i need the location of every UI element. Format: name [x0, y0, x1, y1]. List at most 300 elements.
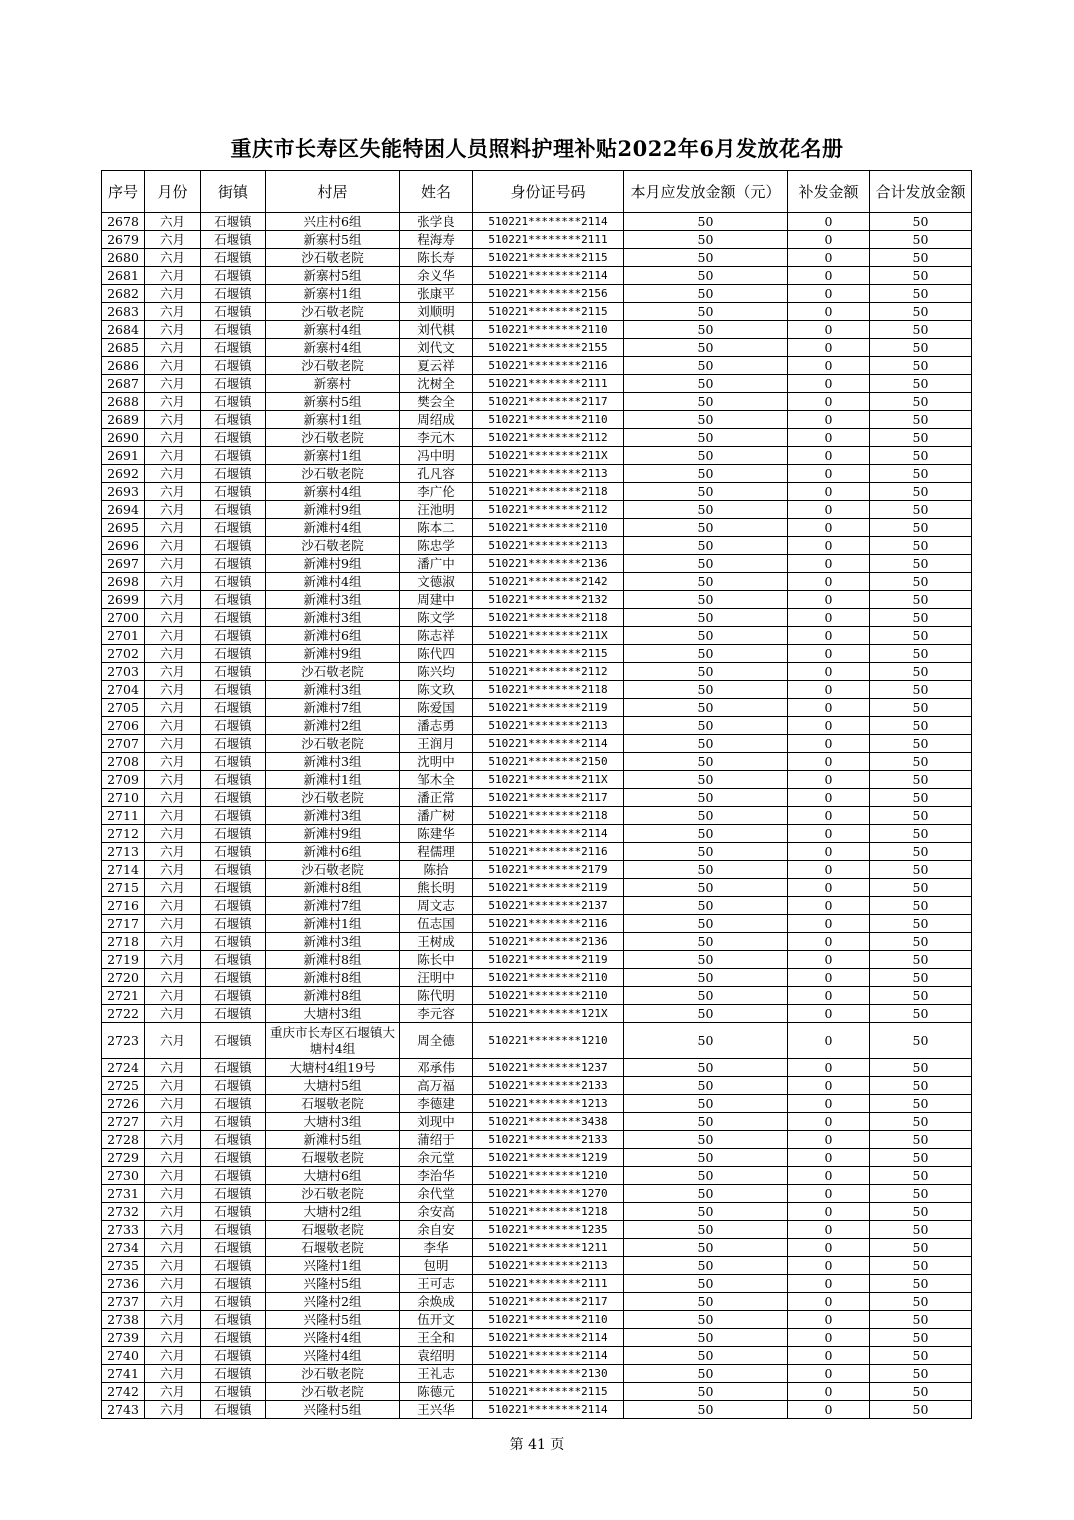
cell-serial: 2696 [102, 537, 145, 555]
cell-monthly-amount: 50 [624, 717, 788, 735]
cell-total-amount: 50 [870, 1203, 972, 1221]
cell-serial: 2685 [102, 339, 145, 357]
cell-serial: 2692 [102, 465, 145, 483]
cell-name: 余元堂 [400, 1149, 473, 1167]
cell-id-number: 510221********211X [473, 447, 624, 465]
cell-monthly-amount: 50 [624, 1293, 788, 1311]
cell-id-number: 510221********1211 [473, 1239, 624, 1257]
cell-monthly-amount: 50 [624, 1329, 788, 1347]
cell-town: 石堰镇 [201, 1221, 266, 1239]
table-row [102, 717, 972, 735]
cell-monthly-amount: 50 [624, 1113, 788, 1131]
cell-month: 六月 [145, 789, 201, 807]
cell-total-amount: 50 [870, 1275, 972, 1293]
cell-name: 刘代文 [400, 339, 473, 357]
cell-village: 沙石敬老院 [266, 1365, 400, 1383]
table-row [102, 735, 972, 753]
table-row [102, 861, 972, 879]
cell-supplement-amount: 0 [788, 1329, 870, 1347]
cell-town: 石堰镇 [201, 1185, 266, 1203]
cell-name: 李德建 [400, 1095, 473, 1113]
cell-town: 石堰镇 [201, 1023, 266, 1059]
cell-name: 王润月 [400, 735, 473, 753]
header-town: 街镇 [201, 171, 266, 213]
cell-village: 石堰敬老院 [266, 1239, 400, 1257]
cell-monthly-amount: 50 [624, 1185, 788, 1203]
cell-month: 六月 [145, 627, 201, 645]
cell-monthly-amount: 50 [624, 897, 788, 915]
cell-total-amount: 50 [870, 429, 972, 447]
cell-monthly-amount: 50 [624, 699, 788, 717]
cell-town: 石堰镇 [201, 519, 266, 537]
cell-name: 余安高 [400, 1203, 473, 1221]
cell-village: 石堰敬老院 [266, 1149, 400, 1167]
cell-supplement-amount: 0 [788, 789, 870, 807]
table-row [102, 591, 972, 609]
cell-monthly-amount: 50 [624, 1239, 788, 1257]
table-body [102, 213, 972, 1419]
header-id-number: 身份证号码 [473, 171, 624, 213]
cell-serial: 2690 [102, 429, 145, 447]
cell-serial: 2695 [102, 519, 145, 537]
cell-monthly-amount: 50 [624, 771, 788, 789]
cell-total-amount: 50 [870, 1149, 972, 1167]
cell-id-number: 510221********2114 [473, 1329, 624, 1347]
cell-supplement-amount: 0 [788, 969, 870, 987]
cell-village: 新寨村 [266, 375, 400, 393]
cell-name: 陈忠学 [400, 537, 473, 555]
cell-total-amount: 50 [870, 969, 972, 987]
cell-name: 王树成 [400, 933, 473, 951]
cell-town: 石堰镇 [201, 987, 266, 1005]
cell-serial: 2680 [102, 249, 145, 267]
cell-village: 新滩村4组 [266, 573, 400, 591]
cell-serial: 2714 [102, 861, 145, 879]
cell-name: 余自安 [400, 1221, 473, 1239]
table-row [102, 1131, 972, 1149]
table-row [102, 897, 972, 915]
cell-village: 兴庄村6组 [266, 213, 400, 231]
cell-town: 石堰镇 [201, 285, 266, 303]
cell-name: 李元容 [400, 1005, 473, 1023]
cell-name: 蒲绍于 [400, 1131, 473, 1149]
cell-total-amount: 50 [870, 1131, 972, 1149]
table-row [102, 699, 972, 717]
cell-id-number: 510221********1210 [473, 1167, 624, 1185]
cell-total-amount: 50 [870, 285, 972, 303]
cell-village: 新寨村1组 [266, 447, 400, 465]
cell-village: 新滩村1组 [266, 915, 400, 933]
cell-month: 六月 [145, 1149, 201, 1167]
cell-id-number: 510221********121X [473, 1005, 624, 1023]
cell-town: 石堰镇 [201, 231, 266, 249]
cell-town: 石堰镇 [201, 429, 266, 447]
cell-total-amount: 50 [870, 501, 972, 519]
cell-town: 石堰镇 [201, 681, 266, 699]
cell-total-amount: 50 [870, 807, 972, 825]
cell-supplement-amount: 0 [788, 249, 870, 267]
cell-supplement-amount: 0 [788, 681, 870, 699]
cell-supplement-amount: 0 [788, 645, 870, 663]
cell-monthly-amount: 50 [624, 825, 788, 843]
table-row [102, 483, 972, 501]
cell-month: 六月 [145, 1185, 201, 1203]
cell-month: 六月 [145, 1365, 201, 1383]
cell-name: 陈兴均 [400, 663, 473, 681]
cell-supplement-amount: 0 [788, 357, 870, 375]
cell-monthly-amount: 50 [624, 609, 788, 627]
cell-serial: 2735 [102, 1257, 145, 1275]
cell-serial: 2705 [102, 699, 145, 717]
cell-total-amount: 50 [870, 483, 972, 501]
cell-id-number: 510221********1218 [473, 1203, 624, 1221]
cell-monthly-amount: 50 [624, 645, 788, 663]
table-row [102, 1005, 972, 1023]
table-row [102, 537, 972, 555]
cell-month: 六月 [145, 699, 201, 717]
cell-month: 六月 [145, 1221, 201, 1239]
cell-month: 六月 [145, 969, 201, 987]
cell-village: 新滩村8组 [266, 879, 400, 897]
table-row [102, 627, 972, 645]
cell-town: 石堰镇 [201, 393, 266, 411]
cell-serial: 2715 [102, 879, 145, 897]
cell-month: 六月 [145, 717, 201, 735]
cell-month: 六月 [145, 1095, 201, 1113]
cell-month: 六月 [145, 285, 201, 303]
cell-supplement-amount: 0 [788, 987, 870, 1005]
cell-month: 六月 [145, 465, 201, 483]
cell-total-amount: 50 [870, 681, 972, 699]
cell-total-amount: 50 [870, 753, 972, 771]
cell-id-number: 510221********2118 [473, 681, 624, 699]
cell-total-amount: 50 [870, 573, 972, 591]
table-row [102, 843, 972, 861]
header-total-amount: 合计发放金额 [870, 171, 972, 213]
cell-supplement-amount: 0 [788, 1077, 870, 1095]
cell-id-number: 510221********2115 [473, 249, 624, 267]
cell-town: 石堰镇 [201, 249, 266, 267]
cell-village: 新滩村3组 [266, 753, 400, 771]
cell-serial: 2719 [102, 951, 145, 969]
table-row [102, 1383, 972, 1401]
table-row [102, 429, 972, 447]
cell-total-amount: 50 [870, 1401, 972, 1419]
cell-total-amount: 50 [870, 375, 972, 393]
cell-monthly-amount: 50 [624, 339, 788, 357]
cell-id-number: 510221********2114 [473, 735, 624, 753]
cell-serial: 2700 [102, 609, 145, 627]
cell-id-number: 510221********2133 [473, 1131, 624, 1149]
cell-id-number: 510221********2118 [473, 807, 624, 825]
cell-monthly-amount: 50 [624, 501, 788, 519]
table-row [102, 1311, 972, 1329]
table-row [102, 1149, 972, 1167]
cell-total-amount: 50 [870, 915, 972, 933]
cell-serial: 2725 [102, 1077, 145, 1095]
cell-supplement-amount: 0 [788, 1095, 870, 1113]
table-row [102, 1077, 972, 1095]
cell-month: 六月 [145, 447, 201, 465]
cell-town: 石堰镇 [201, 303, 266, 321]
cell-month: 六月 [145, 753, 201, 771]
cell-supplement-amount: 0 [788, 573, 870, 591]
cell-monthly-amount: 50 [624, 591, 788, 609]
table-row [102, 969, 972, 987]
cell-village: 沙石敬老院 [266, 465, 400, 483]
cell-name: 潘志勇 [400, 717, 473, 735]
cell-village: 大塘村2组 [266, 1203, 400, 1221]
table-header-row [102, 171, 972, 213]
cell-supplement-amount: 0 [788, 897, 870, 915]
cell-supplement-amount: 0 [788, 393, 870, 411]
cell-supplement-amount: 0 [788, 1239, 870, 1257]
cell-monthly-amount: 50 [624, 627, 788, 645]
cell-village: 沙石敬老院 [266, 1383, 400, 1401]
cell-name: 刘代棋 [400, 321, 473, 339]
cell-total-amount: 50 [870, 897, 972, 915]
cell-town: 石堰镇 [201, 1347, 266, 1365]
cell-id-number: 510221********2114 [473, 1401, 624, 1419]
cell-village: 兴隆村1组 [266, 1257, 400, 1275]
cell-town: 石堰镇 [201, 951, 266, 969]
cell-id-number: 510221********2118 [473, 483, 624, 501]
cell-total-amount: 50 [870, 735, 972, 753]
cell-name: 李华 [400, 1239, 473, 1257]
cell-id-number: 510221********2117 [473, 393, 624, 411]
cell-supplement-amount: 0 [788, 933, 870, 951]
cell-serial: 2724 [102, 1059, 145, 1077]
cell-name: 王兴华 [400, 1401, 473, 1419]
cell-serial: 2721 [102, 987, 145, 1005]
cell-serial: 2679 [102, 231, 145, 249]
cell-id-number: 510221********2110 [473, 987, 624, 1005]
cell-month: 六月 [145, 537, 201, 555]
cell-monthly-amount: 50 [624, 861, 788, 879]
cell-month: 六月 [145, 1023, 201, 1059]
cell-id-number: 510221********211X [473, 627, 624, 645]
cell-serial: 2709 [102, 771, 145, 789]
cell-supplement-amount: 0 [788, 1365, 870, 1383]
cell-name: 高万福 [400, 1077, 473, 1095]
cell-serial: 2726 [102, 1095, 145, 1113]
cell-total-amount: 50 [870, 951, 972, 969]
cell-total-amount: 50 [870, 267, 972, 285]
cell-month: 六月 [145, 249, 201, 267]
cell-village: 沙石敬老院 [266, 861, 400, 879]
cell-month: 六月 [145, 267, 201, 285]
cell-month: 六月 [145, 375, 201, 393]
cell-name: 陈建华 [400, 825, 473, 843]
cell-id-number: 510221********2116 [473, 843, 624, 861]
cell-serial: 2694 [102, 501, 145, 519]
cell-id-number: 510221********2110 [473, 411, 624, 429]
cell-total-amount: 50 [870, 627, 972, 645]
cell-town: 石堰镇 [201, 771, 266, 789]
table-row [102, 573, 972, 591]
cell-village: 石堰敬老院 [266, 1221, 400, 1239]
table-row [102, 1401, 972, 1419]
cell-name: 余焕成 [400, 1293, 473, 1311]
cell-supplement-amount: 0 [788, 1059, 870, 1077]
cell-town: 石堰镇 [201, 1203, 266, 1221]
cell-supplement-amount: 0 [788, 411, 870, 429]
cell-total-amount: 50 [870, 987, 972, 1005]
table-row [102, 915, 972, 933]
cell-town: 石堰镇 [201, 573, 266, 591]
cell-serial: 2716 [102, 897, 145, 915]
table-row [102, 1203, 972, 1221]
cell-supplement-amount: 0 [788, 285, 870, 303]
cell-month: 六月 [145, 501, 201, 519]
cell-village: 新滩村5组 [266, 1131, 400, 1149]
table-row [102, 465, 972, 483]
cell-town: 石堰镇 [201, 411, 266, 429]
cell-name: 王全和 [400, 1329, 473, 1347]
cell-serial: 2718 [102, 933, 145, 951]
cell-name: 张学良 [400, 213, 473, 231]
cell-total-amount: 50 [870, 357, 972, 375]
cell-town: 石堰镇 [201, 375, 266, 393]
cell-id-number: 510221********2130 [473, 1365, 624, 1383]
cell-monthly-amount: 50 [624, 969, 788, 987]
cell-month: 六月 [145, 861, 201, 879]
cell-supplement-amount: 0 [788, 663, 870, 681]
cell-town: 石堰镇 [201, 627, 266, 645]
cell-village: 新滩村1组 [266, 771, 400, 789]
cell-id-number: 510221********2132 [473, 591, 624, 609]
cell-total-amount: 50 [870, 663, 972, 681]
cell-serial: 2723 [102, 1023, 145, 1059]
cell-name: 陈德元 [400, 1383, 473, 1401]
cell-village: 新寨村4组 [266, 339, 400, 357]
cell-town: 石堰镇 [201, 1149, 266, 1167]
cell-total-amount: 50 [870, 879, 972, 897]
table-row [102, 249, 972, 267]
cell-monthly-amount: 50 [624, 1401, 788, 1419]
cell-name: 陈拾 [400, 861, 473, 879]
cell-town: 石堰镇 [201, 735, 266, 753]
cell-serial: 2701 [102, 627, 145, 645]
cell-village: 石堰敬老院 [266, 1095, 400, 1113]
cell-supplement-amount: 0 [788, 483, 870, 501]
cell-monthly-amount: 50 [624, 447, 788, 465]
cell-town: 石堰镇 [201, 663, 266, 681]
cell-total-amount: 50 [870, 537, 972, 555]
cell-name: 陈爱国 [400, 699, 473, 717]
cell-town: 石堰镇 [201, 933, 266, 951]
cell-serial: 2698 [102, 573, 145, 591]
cell-supplement-amount: 0 [788, 591, 870, 609]
cell-total-amount: 50 [870, 249, 972, 267]
cell-serial: 2683 [102, 303, 145, 321]
cell-name: 潘广树 [400, 807, 473, 825]
cell-name: 潘正常 [400, 789, 473, 807]
cell-serial: 2720 [102, 969, 145, 987]
cell-monthly-amount: 50 [624, 483, 788, 501]
cell-village: 新滩村3组 [266, 591, 400, 609]
table-row [102, 375, 972, 393]
cell-supplement-amount: 0 [788, 1293, 870, 1311]
cell-name: 邹木全 [400, 771, 473, 789]
cell-serial: 2708 [102, 753, 145, 771]
page-number: 第 41 页 [509, 1437, 565, 1453]
cell-village: 新滩村3组 [266, 609, 400, 627]
cell-monthly-amount: 50 [624, 1257, 788, 1275]
cell-supplement-amount: 0 [788, 1383, 870, 1401]
cell-month: 六月 [145, 663, 201, 681]
table-row [102, 267, 972, 285]
table-row [102, 1365, 972, 1383]
cell-town: 石堰镇 [201, 1095, 266, 1113]
cell-supplement-amount: 0 [788, 375, 870, 393]
cell-month: 六月 [145, 1077, 201, 1095]
cell-total-amount: 50 [870, 609, 972, 627]
cell-village: 重庆市长寿区石堰镇大塘村4组 [266, 1023, 400, 1059]
cell-town: 石堰镇 [201, 1329, 266, 1347]
cell-month: 六月 [145, 735, 201, 753]
cell-id-number: 510221********2111 [473, 375, 624, 393]
cell-town: 石堰镇 [201, 915, 266, 933]
cell-id-number: 510221********1219 [473, 1149, 624, 1167]
cell-id-number: 510221********3438 [473, 1113, 624, 1131]
cell-monthly-amount: 50 [624, 519, 788, 537]
cell-town: 石堰镇 [201, 1239, 266, 1257]
subsidy-roster-table [101, 170, 972, 1419]
cell-supplement-amount: 0 [788, 735, 870, 753]
cell-month: 六月 [145, 987, 201, 1005]
cell-monthly-amount: 50 [624, 1077, 788, 1095]
cell-monthly-amount: 50 [624, 1365, 788, 1383]
cell-serial: 2734 [102, 1239, 145, 1257]
cell-total-amount: 50 [870, 825, 972, 843]
cell-supplement-amount: 0 [788, 339, 870, 357]
cell-total-amount: 50 [870, 519, 972, 537]
cell-total-amount: 50 [870, 1365, 972, 1383]
cell-total-amount: 50 [870, 213, 972, 231]
cell-month: 六月 [145, 591, 201, 609]
cell-supplement-amount: 0 [788, 1167, 870, 1185]
cell-name: 袁绍明 [400, 1347, 473, 1365]
cell-name: 陈文玖 [400, 681, 473, 699]
cell-id-number: 510221********2111 [473, 1275, 624, 1293]
cell-month: 六月 [145, 357, 201, 375]
cell-total-amount: 50 [870, 699, 972, 717]
cell-town: 石堰镇 [201, 465, 266, 483]
cell-month: 六月 [145, 213, 201, 231]
cell-total-amount: 50 [870, 933, 972, 951]
cell-id-number: 510221********2114 [473, 825, 624, 843]
table-row [102, 753, 972, 771]
cell-name: 沈树全 [400, 375, 473, 393]
cell-village: 沙石敬老院 [266, 1185, 400, 1203]
cell-monthly-amount: 50 [624, 1275, 788, 1293]
table-row [102, 951, 972, 969]
cell-name: 伍开文 [400, 1311, 473, 1329]
cell-village: 新滩村3组 [266, 933, 400, 951]
cell-id-number: 510221********2150 [473, 753, 624, 771]
cell-month: 六月 [145, 609, 201, 627]
cell-total-amount: 50 [870, 1113, 972, 1131]
cell-month: 六月 [145, 915, 201, 933]
cell-serial: 2704 [102, 681, 145, 699]
cell-month: 六月 [145, 1383, 201, 1401]
cell-total-amount: 50 [870, 1239, 972, 1257]
cell-village: 新滩村7组 [266, 897, 400, 915]
cell-town: 石堰镇 [201, 1293, 266, 1311]
cell-serial: 2688 [102, 393, 145, 411]
cell-id-number: 510221********2111 [473, 231, 624, 249]
